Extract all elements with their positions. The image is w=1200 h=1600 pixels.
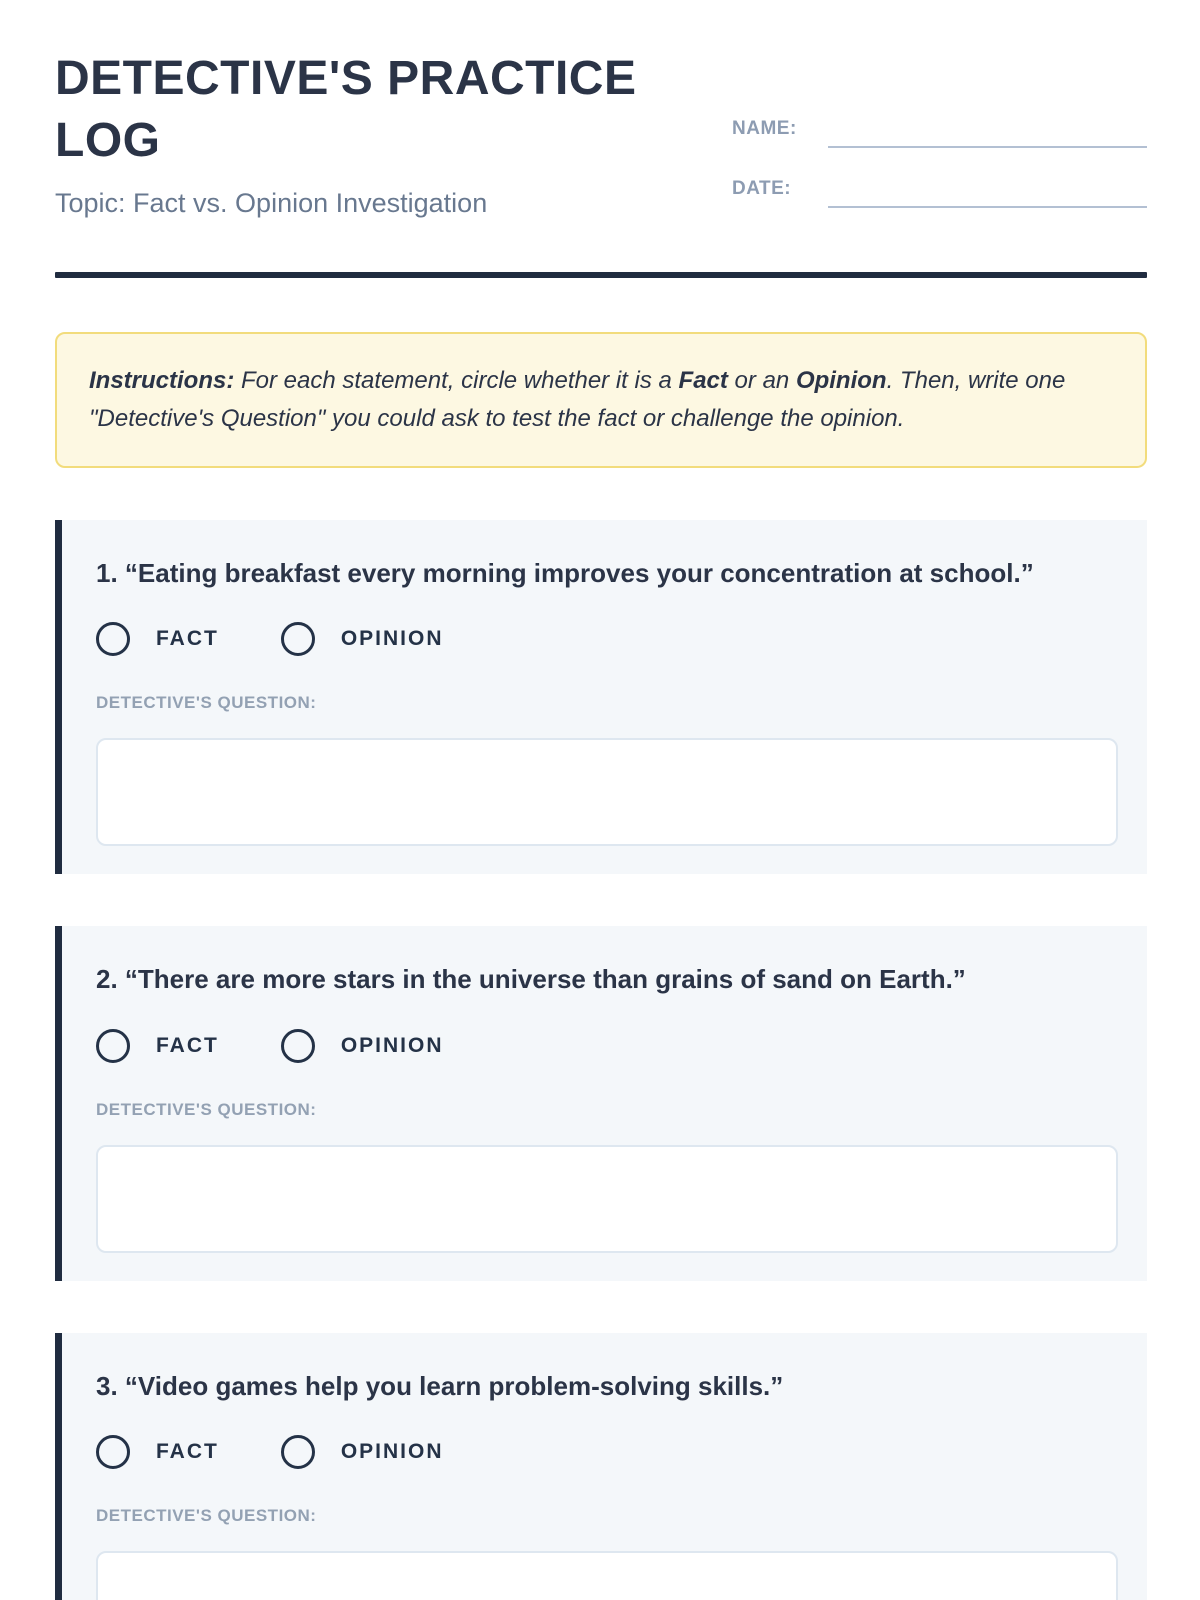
answer-box-1[interactable] (96, 738, 1118, 846)
detectives-question-label: DETECTIVE'S QUESTION: (96, 1506, 317, 1526)
fact-radio-circle[interactable] (96, 1029, 130, 1063)
options-row (96, 1029, 1119, 1063)
fact-radio-circle[interactable] (96, 622, 130, 656)
detectives-question-label: DETECTIVE'S QUESTION: (96, 693, 317, 713)
name-input-line[interactable] (828, 118, 1147, 148)
topic-subtitle: Topic: Fact vs. Opinion Investigation (55, 187, 488, 218)
fact-option-2[interactable] (96, 1029, 219, 1063)
fact-option-3[interactable] (96, 1435, 219, 1469)
instructions-lead: Instructions: (89, 367, 235, 394)
opinion-radio-circle[interactable] (281, 1029, 315, 1063)
date-input-line[interactable] (828, 178, 1147, 208)
fact-option-1[interactable] (96, 622, 219, 656)
fact-option-label: FACT (156, 1033, 219, 1057)
name-field-row (732, 118, 1147, 148)
instructions-opinion-word: Opinion (795, 367, 887, 394)
answer-box-3[interactable] (96, 1551, 1118, 1600)
instructions-box (55, 332, 1147, 468)
page-title: DETECTIVE'S PRACTICE LOG (55, 52, 637, 167)
statement-card-2 (55, 926, 1147, 1281)
date-label: DATE: (732, 178, 792, 199)
statement-text: 3. “Video games help you learn problem-solving skills.” (96, 1370, 784, 1401)
statement-text: 2. “There are more stars in the universe than grains of sand on Earth.” (96, 964, 966, 995)
statement-card-3 (55, 1333, 1147, 1600)
fact-option-label: FACT (156, 627, 219, 651)
opinion-option-2[interactable] (281, 1029, 444, 1063)
instructions-text-3: . Then, write one "Detective's Question" you could ask to test the fact or challenge the opinion. (89, 367, 1066, 432)
opinion-option-1[interactable] (281, 622, 444, 656)
name-label: NAME: (732, 118, 797, 139)
statement-card-1 (55, 520, 1147, 875)
header-divider (55, 272, 1147, 278)
opinion-radio-circle[interactable] (281, 1435, 315, 1469)
header-fields (732, 118, 1147, 238)
opinion-option-label: OPINION (340, 627, 444, 651)
instructions-fact-word: Fact (678, 367, 728, 394)
options-row (96, 1435, 1119, 1469)
opinion-option-3[interactable] (281, 1435, 444, 1469)
worksheet-page (55, 0, 1147, 1600)
date-field-row (732, 178, 1147, 208)
header (55, 48, 1147, 238)
instructions-text-1: For each statement, circle whether it is a (234, 367, 679, 394)
opinion-radio-circle[interactable] (281, 622, 315, 656)
opinion-option-label: OPINION (340, 1033, 444, 1057)
instructions-text-2: or an (727, 367, 796, 394)
fact-option-label: FACT (156, 1440, 219, 1464)
fact-radio-circle[interactable] (96, 1435, 130, 1469)
header-titles (55, 48, 732, 219)
statement-text: 1. “Eating breakfast every morning improves your concentration at school.” (96, 557, 1034, 588)
options-row (96, 622, 1119, 656)
detectives-question-label: DETECTIVE'S QUESTION: (96, 1099, 317, 1119)
answer-box-2[interactable] (96, 1145, 1118, 1253)
opinion-option-label: OPINION (340, 1440, 444, 1464)
